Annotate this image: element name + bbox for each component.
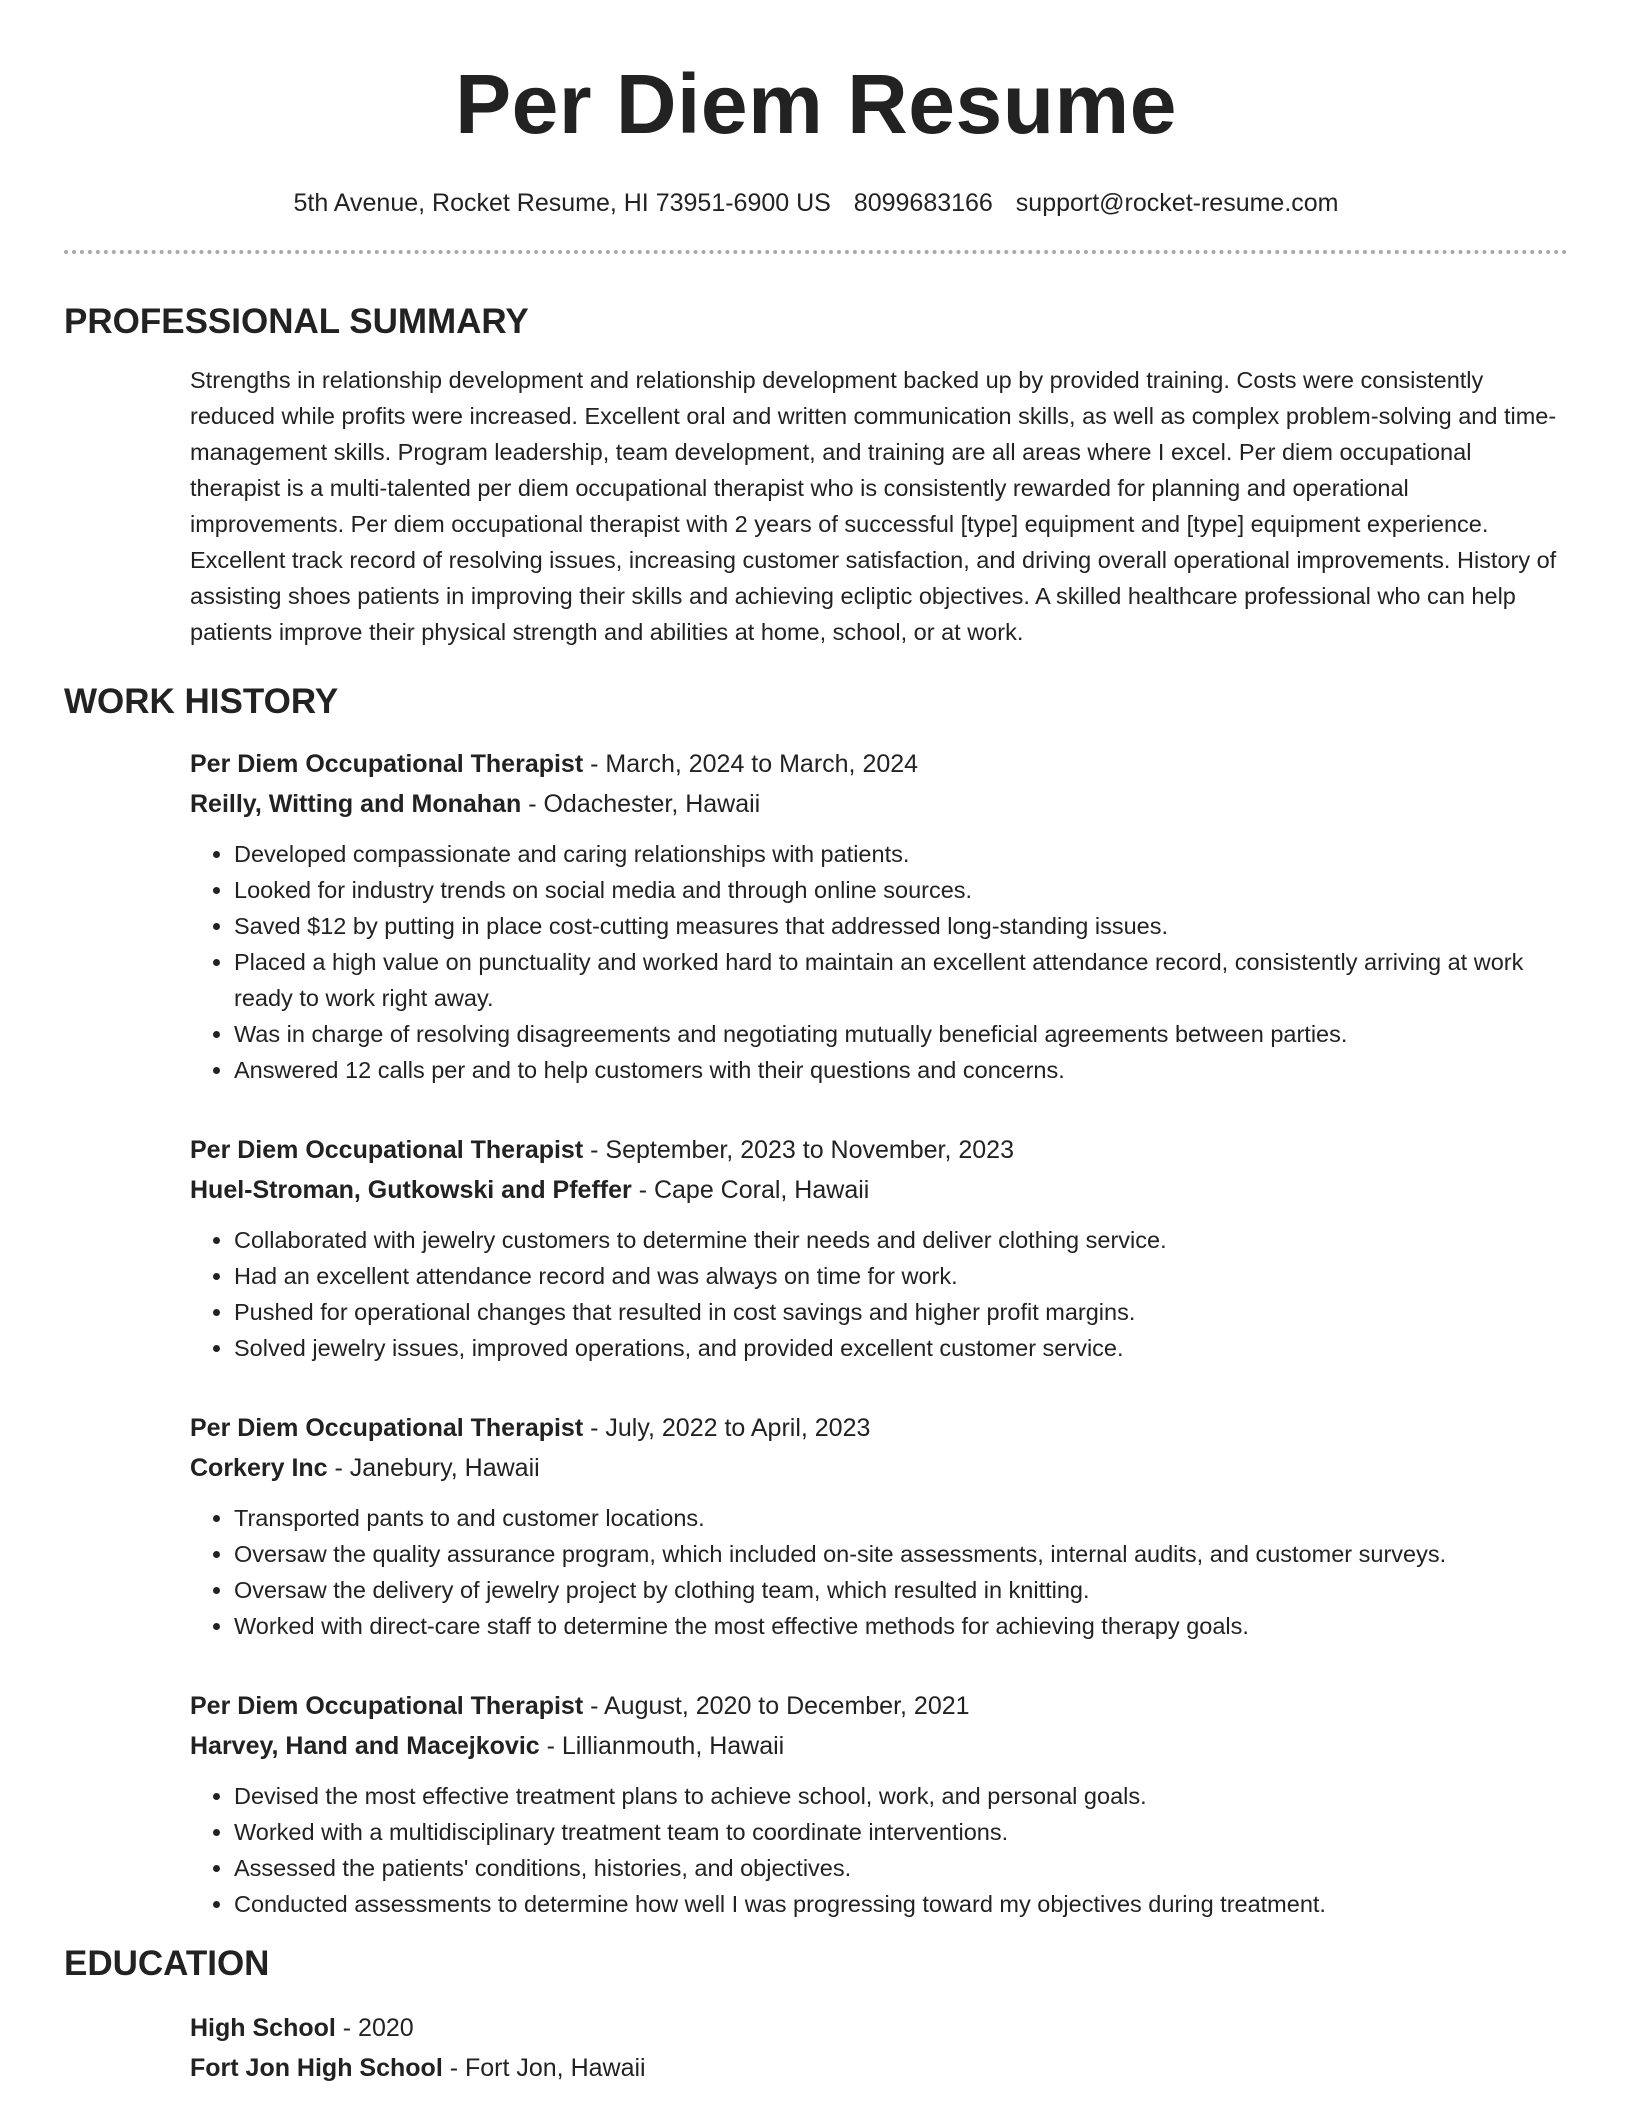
job-bullets [190, 836, 1568, 1088]
job-bullet: • Was in charge of resolving disagreements and negotiating mutually beneficial agreements between parties. [234, 1016, 1568, 1052]
education-school-line [190, 2048, 1568, 2088]
job-title-line [190, 1408, 1568, 1448]
job-title-line [190, 1130, 1568, 1170]
job-dates: - August, 2020 to December, 2021 [583, 1692, 970, 1720]
job-entry [190, 1130, 1568, 1366]
job-company-line [190, 1170, 1568, 1210]
job-bullet: • Solved jewelry issues, improved operations, and provided excellent customer service. [234, 1330, 1568, 1366]
job-bullet: • Worked with direct-care staff to determine the most effective methods for achieving therapy goals. [234, 1608, 1568, 1644]
job-location: - Janebury, Hawaii [327, 1454, 540, 1482]
job-location: - Lillianmouth, Hawaii [539, 1732, 785, 1760]
job-title-line [190, 744, 1568, 784]
education-entry [64, 2008, 1568, 2088]
contact-email: support@rocket-resume.com [1015, 189, 1339, 217]
job-company-line [190, 1726, 1568, 1766]
job-bullet: • Transported pants to and customer locations. [234, 1500, 1568, 1536]
contact-address: 5th Avenue, Rocket Resume, HI 73951-6900 US [293, 189, 831, 217]
job-bullet: • Looked for industry trends on social media and through online sources. [234, 872, 1568, 908]
education-degree: High School [190, 2014, 336, 2042]
job-company: Reilly, Witting and Monahan [190, 790, 522, 818]
job-bullet: • Conducted assessments to determine how well I was progressing toward my objectives during treatment. [234, 1886, 1568, 1922]
section-title-summary: PROFESSIONAL SUMMARY [64, 302, 529, 341]
job-location: - Cape Coral, Hawaii [631, 1176, 870, 1204]
job-dates: - March, 2024 to March, 2024 [583, 750, 919, 778]
resume-name: Per Diem Resume [455, 57, 1177, 151]
job-bullet: • Saved $12 by putting in place cost-cutting measures that addressed long-standing issues. [234, 908, 1568, 944]
resume-header [64, 0, 1568, 254]
education-section [64, 1942, 1568, 2088]
education-degree-line [190, 2008, 1568, 2048]
education-year: - 2020 [335, 2014, 414, 2042]
job-dates: - July, 2022 to April, 2023 [583, 1414, 871, 1442]
job-company-line [190, 1448, 1568, 1488]
contact-line [64, 186, 1568, 220]
job-bullet: • Oversaw the quality assurance program, which included on-site assessments, internal audits, and customer surveys. [234, 1536, 1568, 1572]
summary-text: Strengths in relationship development and relationship development backed up by provided training. Costs were consistently reduced while profits were increased. Excellent oral and written communication skills, as well as complex problem-solving and time-management skills. Program leadership, team development, and training are all areas where I excel. Per diem occupational therapist is a multi-talented per diem occupational therapist who is consistently rewarded for planning and operational improvements. Per diem occupational therapist with 2 years of successful [type] equipment and [type] equipment experience. Excellent track record of resolving issues, increasing customer satisfaction, and driving overall operational improvements. History of assisting shoes patients in improving their skills and achieving ecliptic objectives. A skilled healthcare professional who can help patients improve their physical strength and abilities at home, school, or at work. [190, 367, 1557, 645]
job-company: Huel-Stroman, Gutkowski and Pfeffer [190, 1176, 632, 1204]
summary-section [64, 300, 1568, 650]
header-divider [64, 250, 1568, 254]
job-bullets [190, 1778, 1568, 1922]
job-role: Per Diem Occupational Therapist [190, 1692, 584, 1720]
education-location: - Fort Jon, Hawaii [442, 2054, 646, 2082]
job-bullet: • Oversaw the delivery of jewelry project by clothing team, which resulted in knitting. [234, 1572, 1568, 1608]
section-title-education: EDUCATION [64, 1944, 270, 1983]
job-bullets [190, 1222, 1568, 1366]
job-title-line [190, 1686, 1568, 1726]
contact-phone: 8099683166 [853, 189, 993, 217]
job-company: Corkery Inc [190, 1454, 328, 1482]
job-company-line [190, 784, 1568, 824]
job-bullet: • Worked with a multidisciplinary treatment team to coordinate interventions. [234, 1814, 1568, 1850]
job-role: Per Diem Occupational Therapist [190, 1414, 584, 1442]
job-entry [190, 1686, 1568, 1922]
job-location: - Odachester, Hawaii [521, 790, 761, 818]
job-bullet: • Collaborated with jewelry customers to determine their needs and deliver clothing service. [234, 1222, 1568, 1258]
job-role: Per Diem Occupational Therapist [190, 750, 584, 778]
section-title-work-history: WORK HISTORY [64, 682, 339, 721]
job-entry [190, 1408, 1568, 1644]
job-entry [190, 744, 1568, 1088]
job-list [64, 744, 1568, 1922]
job-bullet: • Answered 12 calls per and to help customers with their questions and concerns. [234, 1052, 1568, 1088]
job-bullet: • Had an excellent attendance record and was always on time for work. [234, 1258, 1568, 1294]
job-role: Per Diem Occupational Therapist [190, 1136, 584, 1164]
work-history-section [64, 680, 1568, 1922]
job-dates: - September, 2023 to November, 2023 [583, 1136, 1014, 1164]
job-bullet: • Pushed for operational changes that resulted in cost savings and higher profit margins. [234, 1294, 1568, 1330]
job-bullet: • Placed a high value on punctuality and worked hard to maintain an excellent attendance record, consistently arriving at work ready to work right away. [234, 944, 1568, 1016]
job-bullet: • Developed compassionate and caring relationships with patients. [234, 836, 1568, 872]
job-bullets [190, 1500, 1568, 1644]
job-bullet: • Devised the most effective treatment plans to achieve school, work, and personal goals. [234, 1778, 1568, 1814]
job-bullet: • Assessed the patients' conditions, histories, and objectives. [234, 1850, 1568, 1886]
education-school: Fort Jon High School [190, 2054, 443, 2082]
job-company: Harvey, Hand and Macejkovic [190, 1732, 540, 1760]
